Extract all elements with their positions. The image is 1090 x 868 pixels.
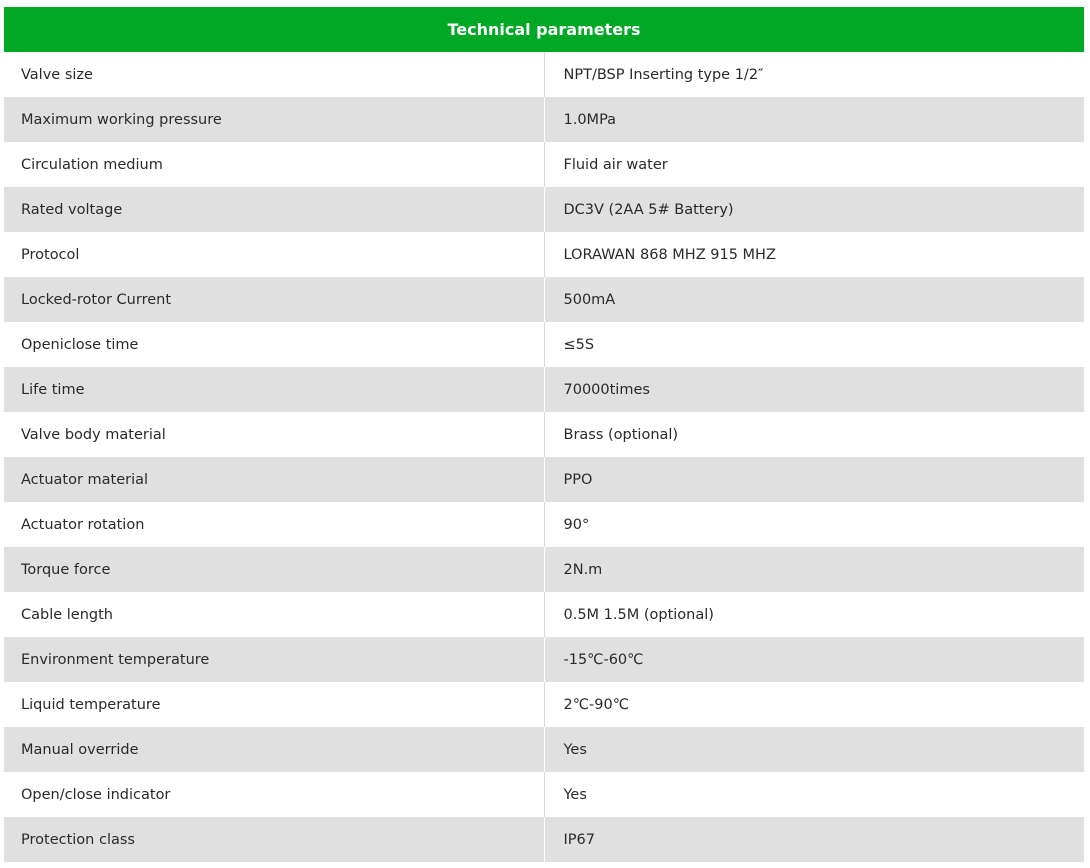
table-row	[4, 457, 1084, 502]
parameter-value: 0.5M 1.5M (optional)	[544, 592, 1084, 637]
parameter-name: Valve body material	[4, 412, 544, 457]
table-row	[4, 817, 1084, 862]
parameter-name: Circulation medium	[4, 142, 544, 187]
parameter-value: LORAWAN 868 MHZ 915 MHZ	[544, 232, 1084, 277]
parameter-name: Actuator rotation	[4, 502, 544, 547]
table-row	[4, 412, 1084, 457]
parameter-name: Liquid temperature	[4, 682, 544, 727]
parameter-value: PPO	[544, 457, 1084, 502]
parameter-name: Life time	[4, 367, 544, 412]
table-row	[4, 727, 1084, 772]
table-row	[4, 277, 1084, 322]
table-row	[4, 502, 1084, 547]
table-row	[4, 772, 1084, 817]
parameter-value: Yes	[544, 727, 1084, 772]
parameter-value: 2N.m	[544, 547, 1084, 592]
parameter-name: Open/close indicator	[4, 772, 544, 817]
parameter-value: 1.0MPa	[544, 97, 1084, 142]
parameter-value: ≤5S	[544, 322, 1084, 367]
table-row	[4, 682, 1084, 727]
technical-parameters-table	[4, 7, 1084, 862]
table-row	[4, 322, 1084, 367]
parameter-name: Protection class	[4, 817, 544, 862]
table-row	[4, 592, 1084, 637]
parameter-value: 500mA	[544, 277, 1084, 322]
parameter-name: Torque force	[4, 547, 544, 592]
parameter-name: Protocol	[4, 232, 544, 277]
parameter-name: Maximum working pressure	[4, 97, 544, 142]
parameter-name: Openiclose time	[4, 322, 544, 367]
parameter-value: 90°	[544, 502, 1084, 547]
parameter-value: 70000times	[544, 367, 1084, 412]
parameter-value: IP67	[544, 817, 1084, 862]
table-body	[4, 52, 1084, 862]
parameter-value: Fluid air water	[544, 142, 1084, 187]
table-row	[4, 367, 1084, 412]
parameter-name: Locked-rotor Current	[4, 277, 544, 322]
parameter-name: Valve size	[4, 52, 544, 97]
table-title: Technical parameters	[4, 7, 1084, 52]
table-row	[4, 142, 1084, 187]
table-row	[4, 232, 1084, 277]
table-row	[4, 97, 1084, 142]
parameter-value: Yes	[544, 772, 1084, 817]
parameter-name: Actuator material	[4, 457, 544, 502]
parameter-value: Brass (optional)	[544, 412, 1084, 457]
parameter-value: -15℃-60℃	[544, 637, 1084, 682]
parameter-name: Rated voltage	[4, 187, 544, 232]
parameter-name: Environment temperature	[4, 637, 544, 682]
parameter-value: NPT/BSP Inserting type 1/2″	[544, 52, 1084, 97]
table-row	[4, 52, 1084, 97]
table-header-row	[4, 7, 1084, 52]
parameter-value: DC3V (2AA 5# Battery)	[544, 187, 1084, 232]
parameter-name: Cable length	[4, 592, 544, 637]
table-row	[4, 547, 1084, 592]
parameter-name: Manual override	[4, 727, 544, 772]
table-row	[4, 187, 1084, 232]
parameter-value: 2℃-90℃	[544, 682, 1084, 727]
table-row	[4, 637, 1084, 682]
